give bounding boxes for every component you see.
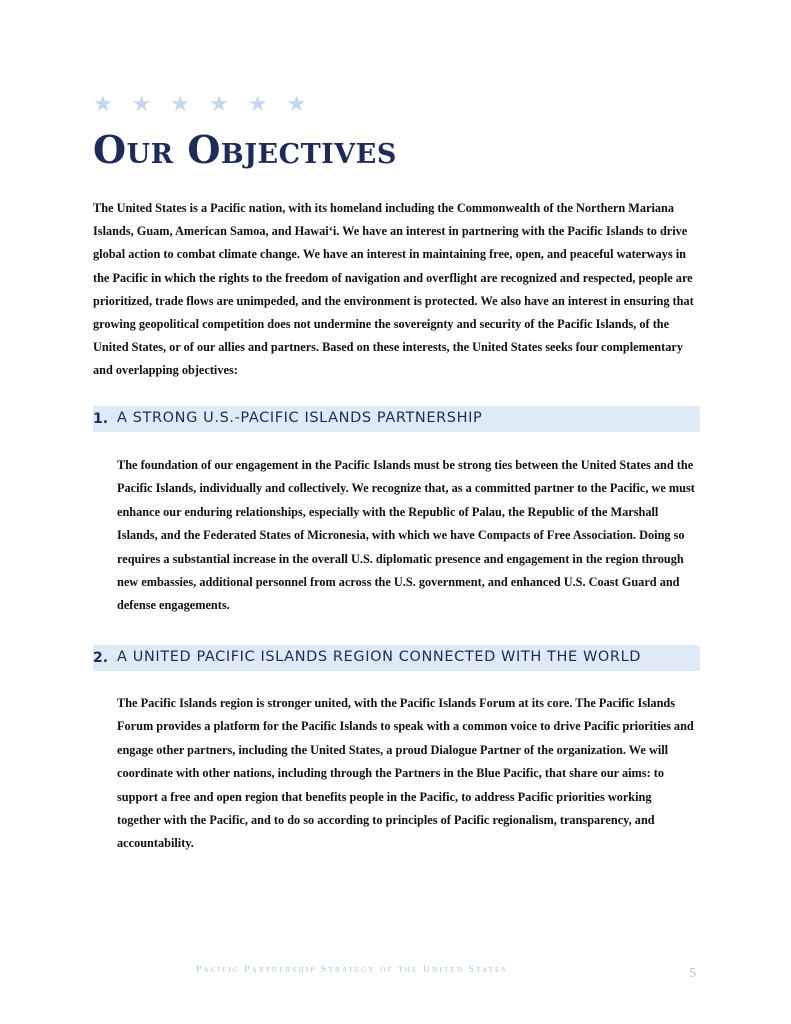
page-title: Our Objectives [93,127,397,172]
section-number: 2. [93,650,109,666]
section-body-2: The Pacific Islands region is stronger united, with the Pacific Islands Forum at its core. The Pacific Islands Forum provides a platform for the Pacific Islands to speak with a common voice to drive Pacific priorities and engage other partners, including the United States, a proud Dialogue Partner of the organization. We will coordinate with other nations, including through the Partners in the Blue Pacific, that share our aims: to support a free and open region that benefits people in the Pacific, to address Pacific priorities working together with the Pacific, and to do so according to principles of Pacific regionalism, transparency, and accountability. [117,696,694,851]
footer-title: Pacific Partnership Strategy of the United States [196,965,508,975]
section-body-1: The foundation of our engagement in the Pacific Islands must be strong ties between the United States and the Pacific Islands, individually and collectively. We recognize that, as a committed partner to the Pacific, we must enhance our enduring relationships, especially with the Republic of Palau, the Republic of the Marshall Islands, and the Federated States of Micronesia, with which we have Compacts of Free Association. Doing so requires a substantial increase in the overall U.S. diplomatic presence and engagement in the region through new embassies, additional personnel from across the U.S. government, and enhanced U.S. Coast Guard and defense engagements. [117,458,695,613]
decorative-stars-icon: ★ ★ ★ ★ ★ ★ [93,92,313,117]
page-number: 5 [689,966,696,981]
section-heading-bar-1 [93,406,700,432]
intro-paragraph: The United States is a Pacific nation, with its homeland including the Commonwealth of the Northern Mariana Islands, Guam, American Samoa, and Hawai‘i. We have an interest in partnering with the Pacific Islands to drive global action to combat climate change. We have an interest in maintaining free, open, and peaceful waterways in the Pacific in which the rights to the freedom of navigation and overflight are recognized and respected, people are prioritized, trade flows are unimpeded, and the environment is protected. We also have an interest in ensuring that growing geopolitical competition does not undermine the sovereignty and security of the Pacific Islands, of the United States, or of our allies and partners. Based on these interests, the United States seeks four complementary and overlapping objectives: [93,201,694,378]
section-heading: A UNITED PACIFIC ISLANDS REGION CONNECTED WITH THE WORLD [117,649,642,665]
section-heading-bar-2 [93,645,700,671]
section-heading: A STRONG U.S.-PACIFIC ISLANDS PARTNERSHIP [117,410,483,426]
section-number: 1. [93,411,109,427]
